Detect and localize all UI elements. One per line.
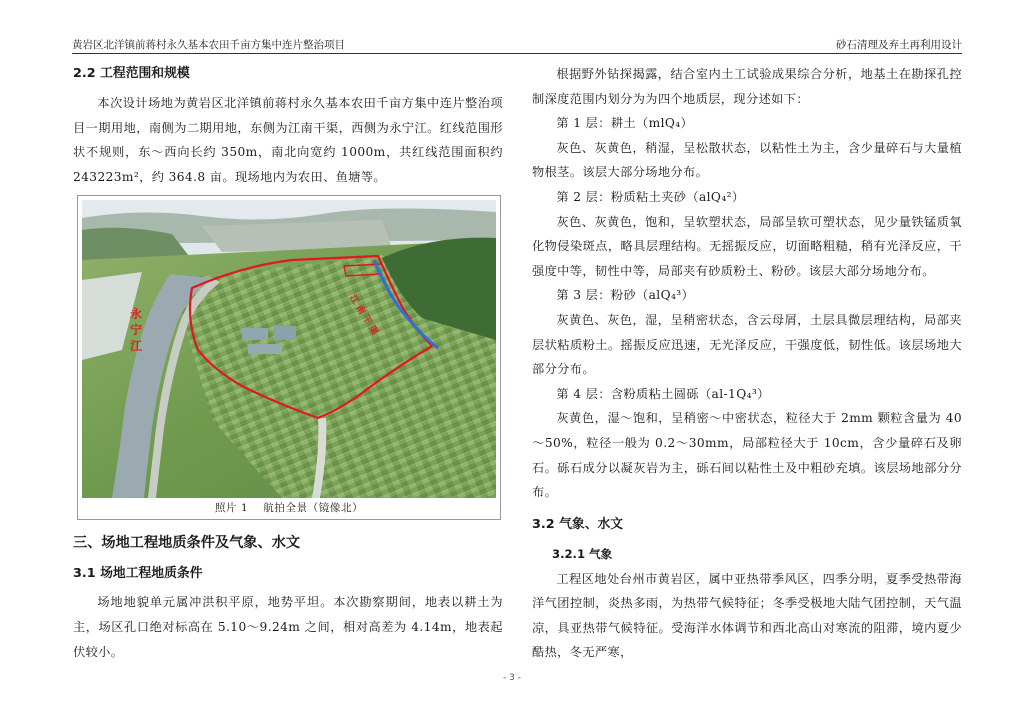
header-document-title: 砂石清理及弃土再利用设计: [836, 39, 962, 51]
fish-pond-1: [242, 328, 268, 340]
layer-3-description: 灰黄色、灰色，湿，呈稍密状态，含云母屑，土层具微层理结构，局部夹层状粘质粉土。摇振反应迅速，无光泽反应，干强度低，韧性低。该层场地大部分分布。: [532, 312, 962, 377]
fish-pond-2: [274, 326, 296, 340]
layer-4-title: 第 4 层：含粉质粘土圆砾（al-1Q₄³）: [556, 386, 770, 401]
photo-caption: 照片 1 航拍全景（镜像北）: [214, 502, 364, 515]
layer-1-title: 第 1 层：耕土（mlQ₄）: [556, 116, 694, 131]
chapter-3-heading: 三、场地工程地质条件及气象、水文: [73, 535, 301, 552]
right-column: [532, 62, 962, 665]
section-3-2-heading: 3.2 气象、水文: [532, 516, 624, 532]
geology-intro-paragraph: 根据野外钻探揭露，结合室内土工试验成果综合分析，地基土在勘探孔控制深度范围内划分为为四个地质层，现分述如下：: [532, 67, 962, 106]
layer-4-description: 灰黄色，湿～饱和，呈稍密～中密状态，粒径大于 2mm 颗粒含量为 40～50%，粒径一般为 0.2～30mm，局部粒径大于 10cm，含少量碎石及卵石。砾石成分以凝灰岩为主，砾石间以粘性土及中粗砂充填。该层场地部分分布。: [532, 411, 962, 500]
section-2-2-paragraph: 本次设计场地为黄岩区北洋镇前蒋村永久基本农田千亩方集中连片整治项目一期用地，南侧为二期用地，东侧为江南干渠，西侧为永宁江。红线范围形状不规则，东～西向长约 350m，南北向宽约 1000m，共红线范围面积约 243223m²，约 364.8 亩。现场地内为农田、鱼塘等。: [73, 96, 503, 184]
header-project-title: 黄岩区北洋镇前蒋村永久基本农田千亩方集中连片整治项目: [72, 39, 345, 51]
canal-label: 江南干渠: [346, 293, 381, 340]
layer-3-title: 第 3 层：粉砂（alQ₄³）: [556, 288, 695, 303]
section-2-2-heading: 2.2 工程范围和规模: [73, 66, 190, 81]
page-header: [72, 34, 962, 54]
section-3-2-1-heading: 3.2.1 气象: [552, 546, 613, 561]
layer-2-description: 灰色、灰黄色，饱和，呈软塑状态，局部呈软可塑状态，见少量铁锰质氧化物侵染斑点，略具层理结构。无摇振反应，切面略粗糙，稍有光泽反应，干强度中等，韧性中等，局部夹有砂质粉土、粉砂。该层大部分场地分布。: [532, 214, 962, 278]
section-3-1-heading: 3.1 场地工程地质条件: [73, 566, 203, 582]
aerial-photo-frame: [77, 195, 501, 520]
section-3-2-1-paragraph: 工程区地处台州市黄岩区，属中亚热带季风区，四季分明，夏季受热带海洋气团控制，炎热多雨，为热带气候特征；冬季受极地大陆气团控制，天气温凉，具亚热带气候特征。受海洋水体调节和西北高山对寒流的阻滞，境内夏少酷热，冬无严寒，: [532, 571, 962, 660]
layer-1-description: 灰色、灰黄色，稍湿，呈松散状态，以粘性土为主，含少量碎石与大量植物根茎。该层大部分场地分布。: [532, 140, 962, 180]
page-number: - 3 -: [503, 673, 521, 683]
river-label: 永宁江: [130, 307, 143, 354]
left-column: [73, 62, 503, 664]
layer-2-title: 第 2 层：粉质粘土夹砂（alQ₄²）: [556, 189, 745, 204]
fish-pond-3: [248, 344, 282, 354]
section-3-1-paragraph: 场地地貌单元属冲洪积平原，地势平坦。本次勘察期间，地表以耕土为主，场区孔口绝对标高在 5.10～9.24m 之间，相对高差为 4.14m，地表起伏较小。: [73, 595, 503, 659]
